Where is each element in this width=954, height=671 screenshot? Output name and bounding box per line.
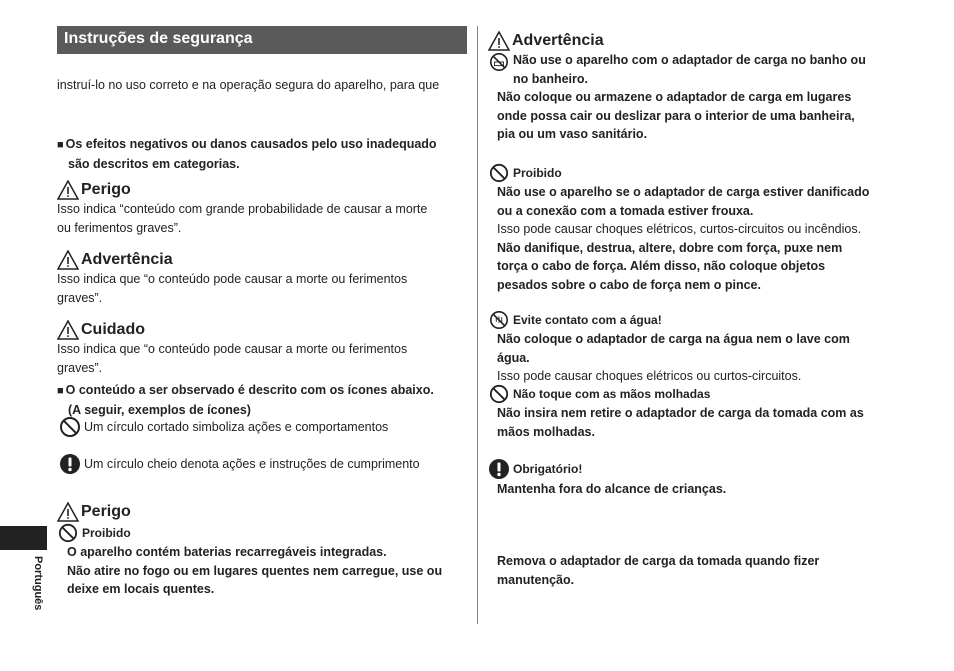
prohibit-icon xyxy=(57,523,79,543)
no-bath-icon xyxy=(488,52,510,72)
agua-section: Evite contato com a água! Não coloque o adaptador de carga na água nem o lave com água. Isso pode causar choques elétricos ou curtos-circuitos. xyxy=(488,310,908,386)
warning-triangle-icon xyxy=(57,180,79,200)
advertencia-right-title: Advertência xyxy=(512,32,604,49)
mandatory-legend: Um círculo cheio denota ações e instruções de cumprimento xyxy=(59,453,420,475)
language-tab xyxy=(0,526,47,550)
prohibit-icon xyxy=(488,163,510,183)
mandatory-icon xyxy=(59,453,81,475)
warning-triangle-icon xyxy=(488,31,510,51)
advertencia-section: Advertência Isso indica que “o conteúdo pode causar a morte ou ferimentos graves”. xyxy=(57,251,408,305)
language-label: Português xyxy=(32,556,44,611)
cuidado-section: Cuidado Isso indica que “o conteúdo pode causar a morte ou ferimentos graves”. xyxy=(57,321,408,375)
advertencia-right-section: Advertência Não use o aparelho com o adaptador de carga no banho ou no banheiro. Não coloque ou armazene o adaptador de carga em lugares onde possa cair ou deslizar para o interior de uma banheira, pia ou um vaso sanitário. xyxy=(488,31,898,144)
prohibit-icon xyxy=(488,384,510,404)
section-header xyxy=(57,26,467,54)
warning-triangle-icon xyxy=(57,250,79,270)
perigo-battery-section: Perigo Proibido O aparelho contém baterias recarregáveis integradas. Não atire no fogo ou em lugares quentes nem carregue, use ou deixe em locais quentes. xyxy=(57,502,442,599)
perigo-title: Perigo xyxy=(81,181,131,198)
section-title: Instruções de segurança xyxy=(64,30,253,47)
obrigatorio-section: Obrigatório! Mantenha fora do alcance de crianças. xyxy=(488,458,908,499)
prohibit-icon xyxy=(59,416,81,438)
cuidado-title: Cuidado xyxy=(81,321,145,338)
advertencia-title: Advertência xyxy=(81,251,173,268)
remova-section: Remova o adaptador de carga da tomada quando fizer manutenção. xyxy=(497,554,820,587)
bullet-icons: ■ O conteúdo a ser observado é descrito com os ícones abaixo. (A seguir, exemplos de ícones) xyxy=(57,383,434,417)
perigo2-title: Perigo xyxy=(81,503,131,520)
perigo-section: Perigo Isso indica “conteúdo com grande probabilidade de causar a morte ou ferimentos graves”. xyxy=(57,181,428,235)
intro-text: instruí-lo no uso correto e na operação segura do aparelho, para que xyxy=(57,78,440,92)
bullet-categories: ■ Os efeitos negativos ou danos causados pelo uso inadequado são descritos em categorias. xyxy=(57,137,437,171)
column-divider xyxy=(477,26,478,624)
warning-triangle-icon xyxy=(57,320,79,340)
mandatory-icon xyxy=(488,458,510,480)
maos-section: Não toque com as mãos molhadas Não insira nem retire o adaptador de carga da tomada com as mãos molhadas. xyxy=(488,384,908,441)
no-water-icon xyxy=(488,310,510,330)
warning-triangle-icon xyxy=(57,502,79,522)
prohibit-legend: Um círculo cortado simboliza ações e comportamentos xyxy=(59,416,388,438)
proibido-section: Proibido Não use o aparelho se o adaptador de carga estiver danificado ou a conexão com a tomada estiver frouxa. Isso pode causar choques elétricos, curtos-circuitos ou incêndios. Não danifique, destrua, altere, dobre com força, puxe nem torça o cabo de força. Além disso, não coloque objetos pesados sobre o cabo de força nem o pince. xyxy=(488,163,908,294)
